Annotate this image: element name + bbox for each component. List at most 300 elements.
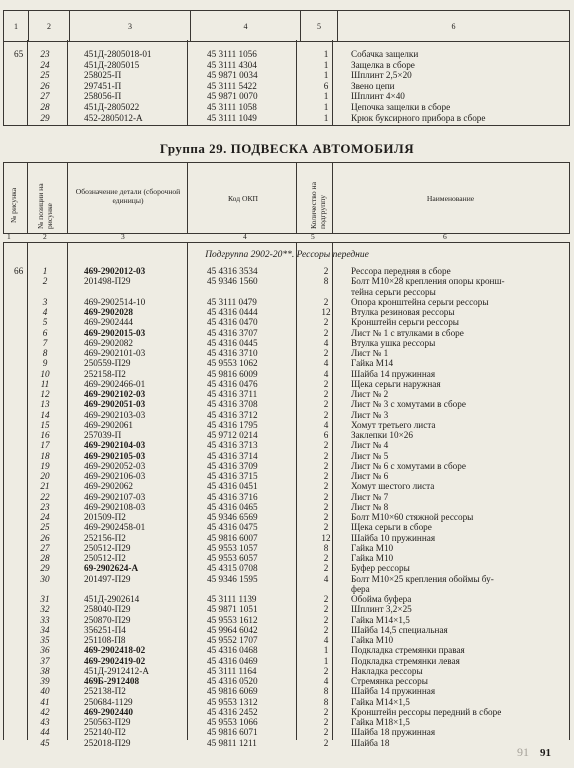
position-number: 22 [40, 491, 50, 502]
part-number: 469-2902418-02 [84, 645, 146, 656]
part-name: тейна серьги рессоры [351, 286, 436, 297]
okp-code: 45 4316 3710 [207, 348, 258, 358]
position-number: 9 [42, 358, 48, 369]
part-name: Лист № 6 [351, 471, 389, 481]
okp-code: 45 3111 1164 [207, 665, 257, 676]
part-number: 257039-П [84, 430, 122, 440]
position-number: 29 [40, 112, 50, 123]
position-number: 25 [40, 70, 50, 81]
page-number: 91 [540, 747, 551, 759]
header-rule [3, 163, 4, 233]
quantity: 4 [323, 419, 329, 430]
part-name: Гайка М10 [351, 542, 394, 553]
position-number: 28 [40, 102, 50, 112]
quantity: 2 [323, 553, 329, 563]
okp-code: 45 9964 6042 [207, 624, 258, 635]
part-number: 258025-П [84, 70, 122, 81]
part-name: Шайба 18 пружинная [351, 727, 436, 738]
top-header-strip [3, 10, 570, 42]
part-number: 250512-П2 [84, 553, 126, 563]
part-name: Заклепки 10×26 [351, 430, 413, 440]
okp-code: 45 3111 1139 [207, 594, 257, 604]
quantity: 8 [323, 542, 329, 553]
position-number: 32 [40, 604, 50, 615]
col-header-figure: № рисунка [9, 187, 18, 223]
part-name: Шайба 10 пружинная [351, 532, 436, 543]
header-rule [187, 163, 188, 233]
quantity: 1 [323, 655, 329, 666]
part-number: 451Д-2805015 [84, 59, 140, 70]
position-number: 14 [40, 409, 50, 420]
table-rule [67, 40, 68, 125]
okp-code: 45 9816 6069 [207, 686, 258, 697]
position-number: 5 [42, 317, 48, 328]
position-number: 23 [40, 501, 50, 512]
part-name: Болт М10×25 крепления обоймы бу- [351, 573, 494, 584]
quantity: 4 [323, 573, 329, 584]
okp-code: 45 9871 1051 [207, 604, 258, 615]
quantity: 2 [323, 614, 329, 625]
position-number: 24 [40, 512, 50, 522]
part-number: 469Б-2912408 [84, 676, 140, 686]
okp-code: 45 9346 1560 [207, 276, 258, 287]
position-number: 27 [40, 91, 50, 102]
okp-code: 45 9816 6007 [207, 532, 258, 543]
okp-code: 45 3111 0479 [207, 296, 257, 307]
okp-code: 45 4316 0451 [207, 481, 258, 492]
quantity: 1 [323, 59, 329, 70]
part-name: Втулка ушка рессоры [351, 337, 436, 348]
quantity: 4 [323, 368, 329, 379]
part-number: 469-2902103-03 [84, 409, 146, 420]
quantity: 8 [323, 276, 329, 287]
position-number: 13 [40, 399, 50, 410]
okp-code: 45 4316 3707 [207, 327, 258, 338]
okp-code: 45 4315 0708 [207, 563, 258, 574]
part-name: Кронштейн серьги рессоры [351, 317, 459, 328]
position-number: 35 [40, 635, 50, 645]
table-rule [3, 40, 4, 125]
position-number: 20 [40, 471, 50, 481]
position-number: 4 [42, 307, 48, 317]
col-header-name: Наименование [426, 194, 475, 203]
part-name: Гайка М18×1,5 [351, 717, 410, 727]
position-number: 18 [40, 450, 50, 461]
okp-code: 45 9553 6057 [207, 553, 258, 563]
okp-code: 45 4316 3714 [207, 450, 258, 461]
quantity: 6 [323, 430, 329, 440]
quantity: 2 [323, 296, 329, 307]
part-name: Защелка в сборе [351, 59, 415, 70]
part-name: Щека серьги наружная [351, 378, 441, 389]
part-number: 469-2902051-03 [84, 399, 146, 410]
quantity: 2 [323, 450, 329, 461]
colnum-5: 5 [311, 232, 315, 241]
position-number: 10 [40, 368, 50, 379]
okp-code: 45 4316 3534 [207, 266, 258, 276]
quantity: 2 [323, 604, 329, 615]
colnum-3: 3 [121, 232, 125, 241]
okp-code: 45 9346 1595 [207, 573, 258, 584]
position-number: 3 [42, 296, 48, 307]
position-number: 12 [40, 389, 50, 399]
okp-code: 45 9553 1612 [207, 614, 258, 625]
okp-code: 45 9811 1211 [207, 737, 257, 748]
part-name: Гайка М10 [351, 553, 394, 563]
quantity: 4 [323, 337, 329, 348]
part-name: Цепочка защелки в сборе [351, 102, 451, 112]
position-number: 37 [40, 655, 50, 666]
quantity: 2 [323, 501, 329, 512]
colnum-1: 1 [7, 232, 11, 241]
position-number: 27 [40, 542, 50, 553]
position-number: 28 [40, 553, 50, 563]
okp-code: 45 3111 1056 [207, 49, 257, 59]
okp-code: 45 4316 0476 [207, 378, 258, 389]
part-number: 451Д-2902614 [84, 594, 140, 604]
position-number: 26 [40, 80, 50, 91]
quantity: 2 [323, 378, 329, 389]
position-number: 45 [40, 737, 50, 748]
part-name: Гайка М10 [351, 635, 394, 645]
okp-code: 45 9346 6569 [207, 512, 258, 522]
part-number: 469-2902440 [84, 706, 133, 717]
quantity: 1 [323, 112, 329, 123]
part-number: 252158-П2 [84, 368, 126, 379]
header-col-5: 5 [301, 11, 338, 42]
pencil-mark: 91 [517, 745, 529, 759]
quantity: 2 [323, 471, 329, 481]
position-number: 15 [40, 419, 50, 430]
okp-code: 45 4316 3716 [207, 491, 258, 502]
col-header-okp: Код ОКП [227, 194, 259, 203]
part-number: 252156-П2 [84, 532, 126, 543]
position-number: 6 [42, 327, 48, 338]
okp-code: 45 4316 3713 [207, 440, 258, 451]
part-name: Собачка защелки [351, 49, 419, 59]
quantity: 2 [323, 717, 329, 727]
quantity: 6 [323, 80, 329, 91]
part-number: 250684-1129 [84, 696, 133, 707]
table-rule [296, 40, 297, 125]
part-name: Лист № 5 [351, 450, 389, 461]
part-name: Накладка рессоры [351, 665, 423, 676]
quantity: 2 [323, 409, 329, 420]
part-number: 451Д-2912412-А [84, 665, 149, 676]
part-name: Болт М10×60 стяжной рессоры [351, 512, 474, 522]
part-number: 469-2902101-03 [84, 348, 146, 358]
part-number: 469-2902466-01 [84, 378, 146, 389]
part-name: Рессора передняя в сборе [351, 266, 451, 276]
header-rule [67, 163, 68, 233]
quantity: 2 [323, 460, 329, 471]
quantity: 1 [323, 49, 329, 59]
okp-code: 45 9553 1057 [207, 542, 258, 553]
part-number: 469-2902102-03 [84, 389, 146, 399]
position-number: 43 [40, 717, 50, 727]
okp-code: 45 3111 1058 [207, 102, 257, 112]
table-rule [569, 243, 570, 740]
quantity: 8 [323, 686, 329, 697]
header-col-2: 2 [29, 11, 70, 42]
part-name: Гайка М14×1,5 [351, 696, 410, 707]
part-name: Хомут третьего листа [351, 419, 436, 430]
part-name: фера [351, 583, 370, 594]
position-number: 31 [40, 594, 50, 604]
part-number: 469-2902106-03 [84, 471, 146, 481]
part-name: Болт М10×28 крепления опоры кронш- [351, 276, 505, 287]
part-name: Лист № 3 [351, 409, 389, 420]
position-number: 21 [40, 481, 50, 492]
part-number: 201498-П29 [84, 276, 131, 287]
quantity: 1 [323, 70, 329, 81]
okp-code: 45 3111 1049 [207, 112, 257, 123]
part-number: 469-2902061 [84, 419, 133, 430]
part-name: Подкладка стремянки правая [351, 645, 465, 656]
quantity: 2 [323, 317, 329, 328]
okp-code: 45 4316 0470 [207, 317, 258, 328]
part-number: 469-2902108-03 [84, 501, 146, 512]
part-name: Кронштейн рессоры передний в сборе [351, 706, 502, 717]
quantity: 2 [323, 481, 329, 492]
position-number: 39 [40, 676, 50, 686]
part-number: 297451-П [84, 80, 122, 91]
quantity: 2 [323, 522, 329, 533]
okp-code: 45 9553 1312 [207, 696, 258, 707]
part-number: 469-2902082 [84, 337, 133, 348]
okp-code: 45 9553 1066 [207, 717, 258, 727]
okp-code: 45 3111 5422 [207, 80, 257, 91]
part-name: Стремянка рессоры [351, 676, 428, 686]
position-number: 29 [40, 563, 50, 574]
part-name: Шайба 14 пружинная [351, 368, 436, 379]
table-header [3, 162, 570, 234]
part-number: 451Д-2805022 [84, 102, 140, 112]
position-number: 7 [42, 337, 48, 348]
position-number: 44 [40, 727, 50, 738]
part-number: 258056-П [84, 91, 122, 102]
position-number: 34 [40, 624, 50, 635]
col-header-part-number: Обозначение детали (сборочной единицы) [75, 187, 181, 205]
position-number: 30 [40, 573, 50, 584]
position-number: 33 [40, 614, 50, 625]
okp-code: 45 9816 6009 [207, 368, 258, 379]
quantity: 2 [323, 665, 329, 676]
quantity: 2 [323, 737, 329, 748]
part-name: Лист № 1 с втулками в сборе [351, 327, 464, 338]
table-rule [187, 243, 188, 740]
part-name: Лист № 2 [351, 389, 389, 399]
position-number: 36 [40, 645, 50, 656]
quantity: 4 [323, 676, 329, 686]
okp-code: 45 4316 0520 [207, 676, 258, 686]
quantity: 2 [323, 348, 329, 358]
table-bottom-rule [3, 125, 570, 126]
part-number: 69-2902624-А [84, 563, 139, 574]
okp-code: 45 9712 0214 [207, 430, 258, 440]
okp-code: 45 4316 3715 [207, 471, 258, 481]
position-number: 17 [40, 440, 50, 451]
table-rule [187, 40, 188, 125]
part-number: 469-2902458-01 [84, 522, 146, 533]
table-rule [67, 243, 68, 740]
position-number: 40 [40, 686, 50, 697]
part-number: 250512-П29 [84, 542, 131, 553]
position-number: 38 [40, 665, 50, 676]
part-number: 451Д-2805018-01 [84, 49, 152, 59]
colnum-6: 6 [443, 232, 447, 241]
quantity: 4 [323, 358, 329, 369]
okp-code: 45 4316 3712 [207, 409, 258, 420]
position-number: 19 [40, 460, 50, 471]
part-number: 250563-П29 [84, 717, 131, 727]
header-rule [296, 163, 297, 233]
part-name: Звено цепи [351, 80, 395, 91]
part-name: Шайба 14,5 специальная [351, 624, 448, 635]
quantity: 12 [321, 532, 331, 543]
header-rule [569, 163, 570, 233]
part-number: 452-2805012-А [84, 112, 143, 123]
okp-code: 45 4316 0445 [207, 337, 258, 348]
position-number: 16 [40, 430, 50, 440]
part-number: 258040-П29 [84, 604, 131, 615]
quantity: 4 [323, 635, 329, 645]
part-number: 356251-П4 [84, 624, 126, 635]
part-number: 252140-П2 [84, 727, 126, 738]
colnum-4: 4 [243, 232, 247, 241]
header-rule [332, 163, 333, 233]
part-number: 469-2902107-03 [84, 491, 146, 502]
okp-code: 45 9552 1707 [207, 635, 258, 645]
position-number: 41 [40, 696, 50, 707]
okp-code: 45 4316 2452 [207, 706, 258, 717]
okp-code: 45 3111 4304 [207, 59, 257, 70]
part-number: 252018-П29 [84, 737, 131, 748]
quantity: 2 [323, 706, 329, 717]
position-number: 23 [40, 49, 50, 59]
okp-code: 45 4316 0444 [207, 307, 258, 317]
okp-code: 45 4316 0469 [207, 655, 258, 666]
part-name: Лист № 1 [351, 348, 389, 358]
okp-code: 45 9871 0034 [207, 70, 258, 81]
part-name: Лист № 4 [351, 440, 389, 451]
part-name: Втулка резиновая рессоры [351, 307, 455, 317]
part-name: Хомут шестого листа [351, 481, 435, 492]
part-name: Опора кронштейна серьги рессоры [351, 296, 489, 307]
quantity: 2 [323, 399, 329, 410]
part-name: Шплинт 4×40 [351, 91, 405, 102]
quantity: 1 [323, 645, 329, 656]
position-number: 42 [40, 706, 50, 717]
header-col-1: 1 [4, 11, 29, 42]
part-number: 201497-П29 [84, 573, 131, 584]
figure-number: 65 [14, 49, 24, 59]
part-name: Гайка М14 [351, 358, 394, 369]
col-header-position: № позиции на рисунке [36, 183, 54, 229]
table-rule [27, 243, 28, 740]
part-number: 469-2902028 [84, 307, 133, 317]
okp-code: 45 4316 3711 [207, 389, 258, 399]
quantity: 2 [323, 491, 329, 502]
position-number: 24 [40, 59, 50, 70]
part-number: 469-2902052-03 [84, 460, 146, 471]
okp-code: 45 4316 0475 [207, 522, 258, 533]
quantity: 1 [323, 102, 329, 112]
table-rule [3, 243, 4, 740]
position-number: 2 [42, 276, 48, 287]
header-col-4: 4 [191, 11, 301, 42]
okp-code: 45 4316 3709 [207, 460, 258, 471]
part-name: Шайба 14 пружинная [351, 686, 436, 697]
group-title: Группа 29. ПОДВЕСКА АВТОМОБИЛЯ [159, 141, 415, 156]
part-name: Подкладка стремянки левая [351, 655, 460, 666]
quantity: 2 [323, 327, 329, 338]
table-rule [569, 40, 570, 125]
position-number: 8 [42, 348, 48, 358]
part-name: Щека серьги в сборе [351, 522, 432, 533]
part-number: 469-2902444 [84, 317, 133, 328]
position-number: 1 [42, 266, 48, 276]
okp-code: 45 9816 6071 [207, 727, 258, 738]
quantity: 2 [323, 512, 329, 522]
col-header-quantity: Количество на подгруппу [309, 182, 327, 229]
part-number: 469-2902015-03 [84, 327, 146, 338]
okp-code: 45 9553 1062 [207, 358, 258, 369]
position-number: 25 [40, 522, 50, 533]
position-number: 11 [40, 378, 50, 389]
part-number: 469-2902105-03 [84, 450, 146, 461]
okp-code: 45 9871 0070 [207, 91, 258, 102]
quantity: 2 [323, 266, 329, 276]
part-number: 469-2902012-03 [84, 266, 146, 276]
part-number: 201509-П2 [84, 512, 126, 522]
okp-code: 45 4316 3708 [207, 399, 258, 410]
part-name: Крюк буксирного прибора в сборе [351, 112, 486, 123]
quantity: 1 [323, 91, 329, 102]
part-number: 250870-П29 [84, 614, 131, 625]
okp-code: 45 4316 0468 [207, 645, 258, 656]
header-col-6: 6 [338, 11, 570, 42]
part-number: 469-2902062 [84, 481, 133, 492]
quantity: 2 [323, 624, 329, 635]
part-name: Шплинт 3,2×25 [351, 604, 412, 615]
part-number: 251108-П8 [84, 635, 126, 645]
quantity: 2 [323, 389, 329, 399]
okp-code: 45 4316 1795 [207, 419, 258, 430]
column-numbers-row [3, 232, 570, 243]
header-col-3: 3 [70, 11, 191, 42]
part-name: Шайба 18 [351, 737, 390, 748]
subgroup-title: Подгруппа 2902-20**. Рессоры передние [205, 250, 369, 260]
quantity: 2 [323, 440, 329, 451]
part-number: 250559-П29 [84, 358, 131, 369]
quantity: 8 [323, 696, 329, 707]
part-number: 469-2902419-02 [84, 655, 146, 666]
quantity: 2 [323, 727, 329, 738]
part-name: Лист № 3 с хомутами в сборе [351, 399, 466, 410]
quantity: 2 [323, 594, 329, 604]
header-rule [27, 163, 28, 233]
part-name: Обойма буфера [351, 594, 412, 604]
table-rule [296, 243, 297, 740]
quantity: 12 [321, 307, 331, 317]
part-name: Лист № 8 [351, 501, 389, 512]
part-name: Шплинт 2,5×20 [351, 70, 412, 81]
part-number: 469-2902104-03 [84, 440, 146, 451]
okp-code: 45 4316 0465 [207, 501, 258, 512]
part-name: Буфер рессоры [351, 563, 410, 574]
part-number: 252138-П2 [84, 686, 126, 697]
